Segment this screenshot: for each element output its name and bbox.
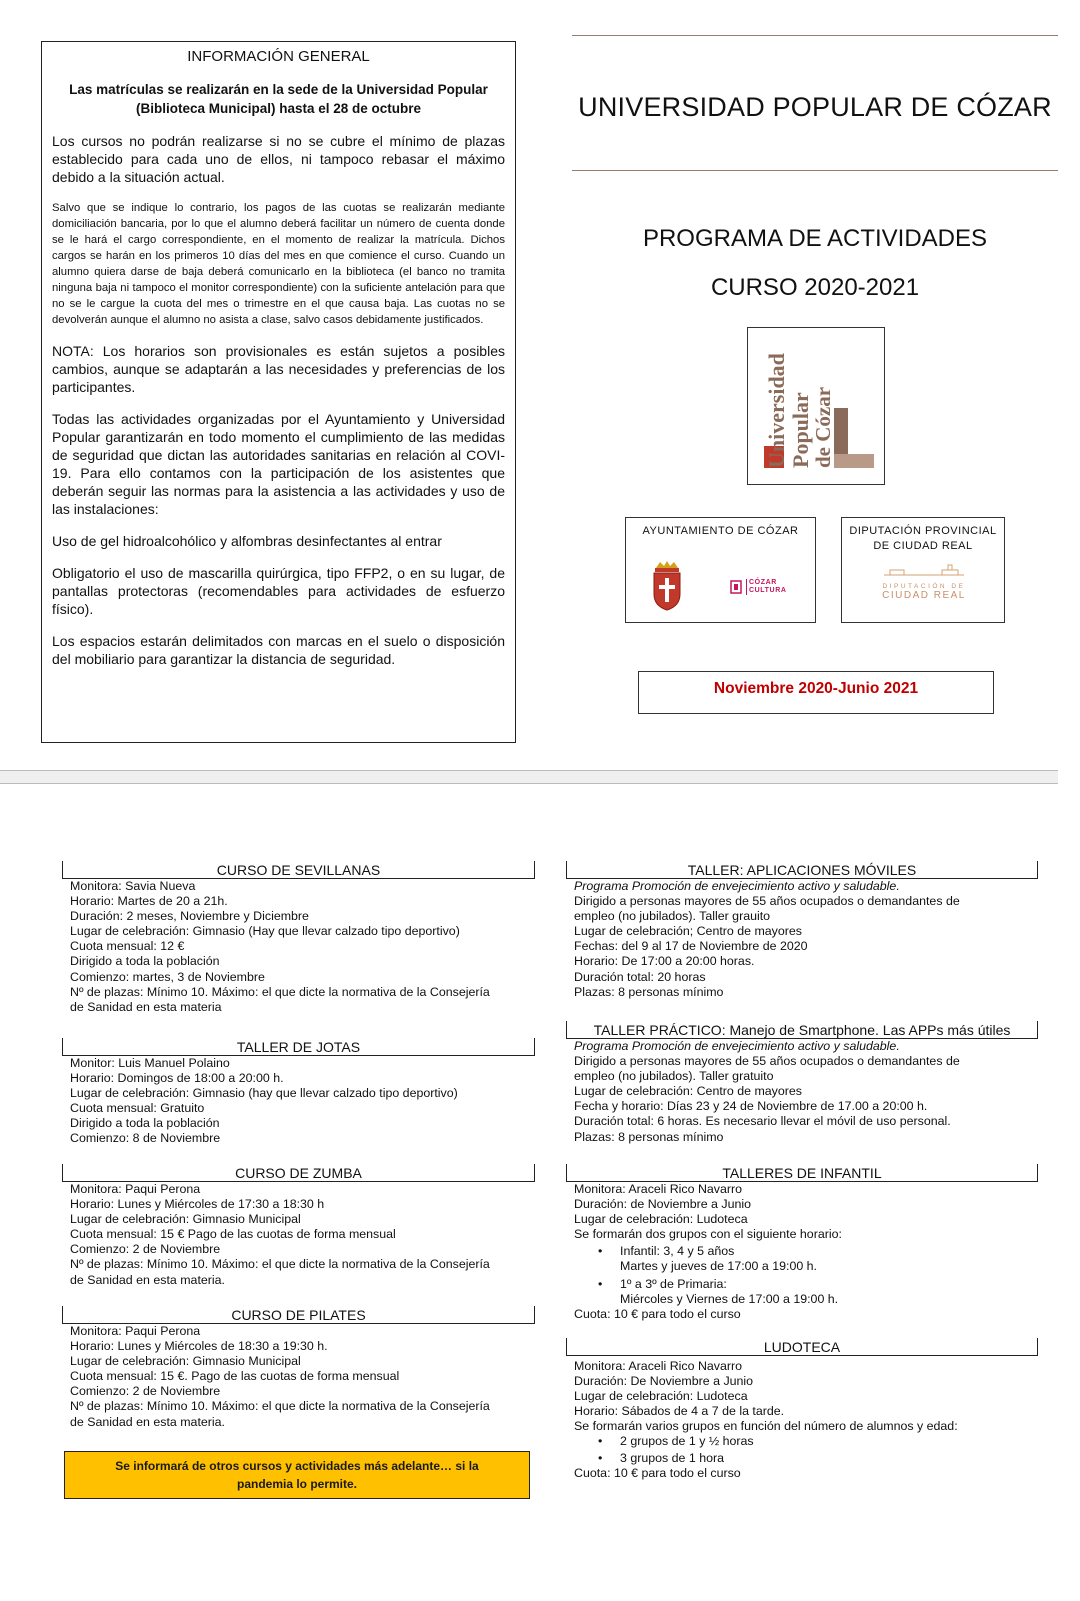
section-line: Fecha y horario: Días 23 y 24 de Noviembre de 17.00 a 20:00 h. — [574, 1099, 928, 1114]
section-title: LUDOTECA — [566, 1338, 1038, 1356]
section-body — [62, 1182, 535, 1288]
section-line: Se formarán dos grupos con el siguiente horario: — [574, 1227, 842, 1242]
section-line: Monitora: Araceli Rico Navarro — [574, 1359, 743, 1373]
section-line: Cuota mensual: Gratuito — [70, 1101, 205, 1116]
section-pilates — [62, 1306, 535, 1430]
fee-line: Cuota: 10 € para todo el curso — [574, 1465, 741, 1480]
top-rule — [572, 35, 1058, 36]
section-title: TALLER PRÁCTICO: Manejo de Smartphone. Las APPs más útiles — [566, 1021, 1038, 1039]
section-line: Nº de plazas: Mínimo 10. Máximo: el que dicte la normativa de la Consejería — [70, 1257, 490, 1272]
section-title: TALLERES DE INFANTIL — [566, 1164, 1038, 1182]
section-line: Dirigido a personas mayores de 55 años ocupados o demandantes de — [574, 894, 960, 909]
info-paragraph-minimum: Los cursos no podrán realizarse si no se cubre el mínimo de plazas establecido para cada uno de ellos, ni tampoco rebasar el máximo debido a la situación actual. — [52, 133, 505, 185]
logo-text-de-cozar: de Cózar — [811, 386, 835, 468]
info-paragraph-payments: Salvo que se indique lo contrario, los pagos de las cuotas se realizarán mediante domiciliación bancaria, por lo que el alumno deberá facilitar un número de cuenta donde se le hará el cargo correspondiente, en el momento de realizar la matrícula. Dichos cargos se harán en los primeros 10 días del mes en que comience el curso. Cuando un alumno quiera darse de baja deberá comunicarlo en la biblioteca (el banco no tramita ninguna baja ni tampoco el monitor correspondiente) con la suficiente antelación para que no se le cargue la cuota del mes o trimestre en el que causa baja. Las cuotas no se devolverán aunque el alumno no asista a clase, salvo casos debidamente justificados. — [52, 202, 505, 326]
section-line: Horario: Lunes y Miércoles de 17:30 a 18:30 h — [70, 1197, 325, 1212]
list-item-detail: Martes y jueves de 17:00 a 19:00 h. — [620, 1259, 817, 1274]
enrollment-line-1: Las matrículas se realizarán en la sede de la Universidad Popular — [69, 82, 488, 97]
section-body — [566, 1359, 1038, 1481]
section-line: Cuota mensual: 15 €. Pago de las cuotas de forma mensual — [70, 1369, 400, 1384]
section-line: Lugar de celebración: Centro de mayores — [574, 1084, 802, 1099]
section-smartphone — [566, 1021, 1038, 1145]
diputacion-logo-line-2: CIUDAD REAL — [882, 590, 966, 601]
section-line: Nº de plazas: Mínimo 10. Máximo: el que dicte la normativa de la Consejería — [70, 984, 490, 999]
fee-line: Cuota: 10 € para todo el curso — [574, 1306, 741, 1321]
section-line: Duración: 2 meses, Noviembre y Diciembre — [70, 909, 309, 924]
section-line: Comienzo: martes, 3 de Noviembre — [70, 969, 265, 984]
section-line: Horario: Sábados de 4 a 7 de la tarde. — [574, 1404, 785, 1419]
section-title: TALLER: APLICACIONES MÓVILES — [566, 861, 1038, 879]
section-title: CURSO DE SEVILLANAS — [62, 861, 535, 879]
section-line: Monitor: Luis Manuel Polaino — [70, 1056, 230, 1070]
section-line: Cuota mensual: 15 € Pago de las cuotas de forma mensual — [70, 1227, 396, 1242]
section-line: Horario: De 17:00 a 20:00 horas. — [574, 954, 755, 969]
cultura-logo-line-1: CÓZAR — [749, 579, 777, 586]
logo-text-universidad: Universidad — [764, 353, 789, 468]
section-body — [566, 1182, 1038, 1322]
diputacion-logo-line-1: DIPUTACIÓN DE — [882, 583, 966, 590]
section-infantil — [566, 1164, 1038, 1322]
section-line: Lugar de celebración: Gimnasio Municipal — [70, 1212, 301, 1227]
section-line: empleo (no jubilados). Taller gratuito — [574, 1069, 774, 1084]
section-line: Fechas: del 9 al 17 de Noviembre de 2020 — [574, 939, 808, 954]
section-line: Monitora: Paqui Perona — [70, 1324, 201, 1338]
page-separator — [0, 770, 1058, 784]
section-apps — [566, 861, 1038, 1000]
general-info-box — [41, 41, 516, 743]
info-title: INFORMACIÓN GENERAL — [187, 48, 370, 65]
section-line: Duración: De Noviembre a Junio — [574, 1374, 754, 1389]
section-line: Lugar de celebración; Centro de mayores — [574, 924, 802, 939]
program-dates: Noviembre 2020-Junio 2021 — [713, 680, 919, 697]
section-title: TALLER DE JOTAS — [62, 1038, 535, 1056]
program-title: PROGRAMA DE ACTIVIDADES — [642, 225, 988, 252]
section-line: Dirigido a toda la población — [70, 954, 220, 969]
section-line: de Sanidad en esta materia. — [70, 1414, 225, 1429]
program-subtitle: Programa Promoción de envejecimiento activo y saludable. — [574, 1039, 900, 1053]
section-line: Plazas: 8 personas mínimo — [574, 1129, 724, 1144]
section-line: empleo (no jubilados). Taller grauito — [574, 909, 771, 924]
diputacion-building-icon — [882, 562, 966, 576]
section-line: Duración total: 20 horas — [574, 969, 706, 984]
section-title: CURSO DE PILATES — [62, 1306, 535, 1324]
section-line: Lugar de celebración: Gimnasio (hay que llevar calzado tipo deportivo) — [70, 1086, 458, 1101]
section-line: Comienzo: 8 de Noviembre — [70, 1131, 221, 1146]
section-sevillanas — [62, 861, 535, 1015]
course-title: CURSO 2020-2021 — [710, 274, 920, 301]
program-subtitle: Programa Promoción de envejecimiento activo y saludable. — [574, 879, 900, 893]
info-paragraph-note: NOTA: Los horarios son provisionales es están sujetos a posibles cambios, aunque se adaptarán a las necesidades y preferencias de los participantes. — [52, 343, 505, 395]
section-ludoteca — [566, 1338, 1038, 1481]
list-item: • 2 grupos de 1 y ½ horas — [574, 1434, 1038, 1449]
section-title: CURSO DE ZUMBA — [62, 1164, 535, 1182]
info-paragraph-mask: Obligatorio el uso de mascarilla quirúrgica, tipo FFP2, o en su lugar, de pantallas protectoras (recomendables para actividades de esfuerzo físico). — [52, 565, 505, 617]
logo-text-popular: Popular — [788, 392, 813, 468]
section-line: Monitora: Paqui Perona — [70, 1182, 201, 1196]
enrollment-notice — [52, 80, 505, 118]
section-line: Se formarán varios grupos en función del número de alumnos y edad: — [574, 1419, 958, 1434]
ayuntamiento-label: AYUNTAMIENTO DE CÓZAR — [642, 525, 799, 537]
section-line: Dirigido a personas mayores de 55 años ocupados o demandantes de — [574, 1054, 960, 1069]
section-line: de Sanidad en esta materia. — [70, 1272, 225, 1287]
section-line: Comienzo: 2 de Noviembre — [70, 1384, 221, 1399]
university-logo — [747, 327, 885, 485]
section-zumba — [62, 1164, 535, 1288]
enrollment-line-2: (Biblioteca Municipal) hasta el 28 de octubre — [135, 101, 422, 116]
section-line: Dirigido a toda la población — [70, 1116, 220, 1131]
dates-box — [638, 671, 994, 714]
section-line: Lugar de celebración: Gimnasio (Hay que llevar calzado tipo deportivo) — [70, 924, 460, 939]
section-line: Plazas: 8 personas mínimo — [574, 984, 724, 999]
section-line: Cuota mensual: 12 € — [70, 939, 185, 954]
list-item-detail: Miércoles y Viernes de 17:00 a 19:00 h. — [620, 1291, 839, 1306]
section-body — [62, 879, 535, 1015]
info-paragraph-safety: Todas las actividades organizadas por el Ayuntamiento y Universidad Popular garantizarán en todo momento el cumplimiento de las medidas de seguridad que dictan las autoridades sanitarias en relación al COVI-19. Para ello contamos con la participación de los asistentes que deberán seguir las normas para la asistencia a las actividades y uso de las instalaciones: — [52, 411, 505, 517]
section-body — [62, 1056, 535, 1147]
cultura-logo-line-2: CULTURA — [749, 587, 787, 594]
section-body — [62, 1324, 535, 1430]
section-line: Monitora: Savia Nueva — [70, 879, 196, 893]
section-line: Duración: de Noviembre a Junio — [574, 1197, 752, 1212]
diputacion-box — [841, 517, 1005, 623]
section-line: de Sanidad en esta materia — [70, 999, 222, 1014]
list-item: • 1º a 3º de Primaria: — [574, 1277, 1038, 1292]
coat-of-arms-icon — [650, 560, 684, 612]
university-title: UNIVERSIDAD POPULAR DE CÓZAR — [578, 92, 1052, 122]
list-item: • 3 grupos de 1 hora — [574, 1451, 1038, 1466]
section-line: Lugar de celebración: Gimnasio Municipal — [70, 1354, 301, 1369]
notice-line-1: Se informará de otros cursos y actividades más adelante… si la — [115, 1459, 479, 1473]
section-line: Comienzo: 2 de Noviembre — [70, 1242, 221, 1257]
diputacion-label-2: DE CIUDAD REAL — [873, 540, 973, 552]
diputacion-logo — [842, 583, 1006, 601]
section-line: Lugar de celebración: Ludoteca — [574, 1389, 748, 1404]
section-line: Horario: Lunes y Miércoles de 18:30 a 19:30 h. — [70, 1339, 328, 1354]
section-body — [566, 879, 1038, 1000]
cultura-icon — [730, 580, 742, 594]
section-line: Horario: Martes de 20 a 21h. — [70, 894, 228, 909]
list-item: • Infantil: 3, 4 y 5 años — [574, 1244, 1038, 1259]
section-line: Duración total: 6 horas. Es necesario llevar el móvil de uso personal. — [574, 1114, 951, 1129]
section-line: Horario: Domingos de 18:00 a 20:00 h. — [70, 1071, 284, 1086]
more-courses-notice — [64, 1451, 530, 1499]
section-body — [566, 1039, 1038, 1145]
diputacion-label-1: DIPUTACIÓN PROVINCIAL — [849, 525, 997, 537]
section-line: Lugar de celebración: Ludoteca — [574, 1212, 748, 1227]
section-jotas — [62, 1038, 535, 1147]
info-paragraph-gel: Uso de gel hidroalcohólico y alfombras desinfectantes al entrar — [52, 533, 442, 549]
bottom-rule — [572, 170, 1058, 171]
ayuntamiento-box — [625, 517, 816, 623]
section-line: Nº de plazas: Mínimo 10. Máximo: el que dicte la normativa de la Consejería — [70, 1399, 490, 1414]
info-paragraph-spaces: Los espacios estarán delimitados con marcas en el suelo o disposición del mobiliario para garantizar la distancia de seguridad. — [52, 633, 505, 667]
section-line: Monitora: Araceli Rico Navarro — [574, 1182, 743, 1196]
notice-line-2: pandemia lo permite. — [236, 1477, 358, 1491]
